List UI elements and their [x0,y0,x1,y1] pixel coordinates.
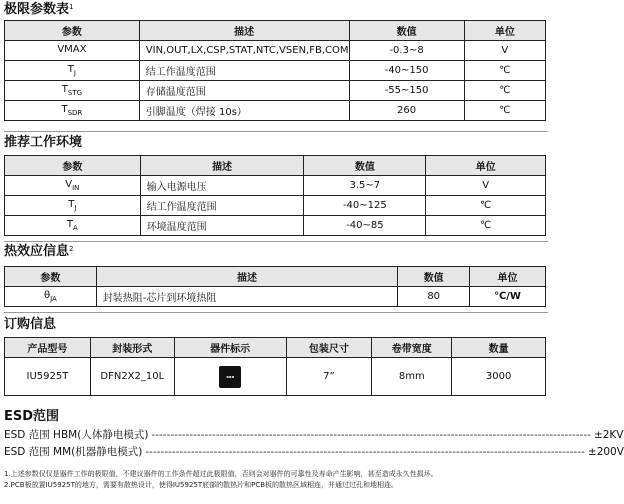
section-divider [4,312,548,313]
table-row [5,196,546,216]
table-row [5,81,546,101]
unit-cell: ℃ [464,101,545,121]
desc-cell: 环境温度范围 [140,216,304,236]
header-tape: 卷带宽度 [372,338,452,358]
table-row [5,101,546,121]
esd-label: ESD 范围 MM(机器静电模式) [4,446,143,458]
table-row [5,287,546,307]
unit-cell: ℃ [426,216,546,236]
thermal-table [4,266,546,307]
package-cell: DFN2X2_10L [90,358,174,396]
esd-mm-line [4,446,624,459]
abs-max-title: 极限参数表$^1$ [4,2,74,17]
header-desc: 描述 [139,21,349,41]
header-desc: 描述 [96,267,397,287]
unit-cell: ℃ [464,61,545,81]
desc-cell: VIN,OUT,LX,CSP,STAT,NTC,VSEN,FB,COM [139,41,349,61]
param-cell: $T_A$ [5,216,141,236]
desc-cell: 封装热阻-芯片到环境热阻 [96,287,397,307]
order-table [4,337,546,396]
param-cell: $T_J$ [5,61,140,81]
param-cell: $T_{SDR}$ [5,101,140,121]
abs-max-table [4,20,546,121]
header-param: 参数 [5,267,97,287]
table-row [5,216,546,236]
value-cell: -40~85 [304,216,426,236]
param-cell: $T_{STG}$ [5,81,140,101]
tape-cell: 8mm [372,358,452,396]
table-row [5,176,546,196]
section-divider [4,131,548,132]
header-unit: 单位 [426,156,546,176]
esd-label: ESD 范围 HBM(人体静电模式) [4,429,149,441]
param-cell: $V_{IN}$ [5,176,141,196]
param-cell: VMAX [5,41,140,61]
table-row [5,41,546,61]
unit-cell: ℃/W [470,287,546,307]
section-divider [4,241,548,242]
header-value: 数值 [398,267,470,287]
table-row [5,61,546,81]
recommended-table [4,155,546,236]
table-row [5,358,546,396]
qty-cell: 3000 [452,358,546,396]
header-value: 数值 [349,21,464,41]
footnote-2: 2.PCB板放置IU5925T的地方，需要有散热设计，使得IU5925T底部的散热片和PCB板的散热区域相连，并通过过孔和地相连。 [4,481,399,489]
param-cell: $\theta_{JA}$ [5,287,97,307]
esd-hbm-line [4,429,624,442]
header-qty: 数量 [452,338,546,358]
header-param: 参数 [5,156,141,176]
desc-cell: 存储温度范围 [139,81,349,101]
header-desc: 描述 [140,156,304,176]
unit-cell: V [426,176,546,196]
order-title: 订购信息 [4,317,57,332]
leader-dots: -------------------------------------------------------------------------------------------------------------------- [145,446,585,458]
footnote-1: 1.上述参数仅仅是器件工作的极限值，不建议器件的工作条件超过此极限值，否则会对器件的可靠性及寿命产生影响，甚至造成永久性损坏。 [4,470,438,478]
leader-dots: -------------------------------------------------------------------------------------------------------------------- [151,429,591,441]
header-part: 产品型号 [5,338,91,358]
value-cell: -40~150 [349,61,464,81]
chip-marking-icon: ▪▪▪ [219,366,241,388]
unit-cell: ℃ [426,196,546,216]
unit-cell: ℃ [464,81,545,101]
reel-cell: 7” [286,358,372,396]
desc-cell: 结工作温度范围 [139,61,349,81]
recommended-title: 推荐工作环境 [4,135,83,150]
value-cell: -55~150 [349,81,464,101]
desc-cell: 输入电源电压 [140,176,304,196]
header-unit: 单位 [470,267,546,287]
marking-cell [174,358,286,396]
desc-cell: 引脚温度（焊接 10s） [139,101,349,121]
esd-title: ESD范围 [4,409,60,424]
header-param: 参数 [5,21,140,41]
header-marking: 器件标示 [174,338,286,358]
desc-cell: 结工作温度范围 [140,196,304,216]
value-cell: 3.5~7 [304,176,426,196]
value-cell: 260 [349,101,464,121]
header-package: 封装形式 [90,338,174,358]
header-reel: 包装尺寸 [286,338,372,358]
value-cell: 80 [398,287,470,307]
thermal-title: 热效应信息$^2$ [4,244,74,259]
value-cell: -0.3~8 [349,41,464,61]
value-cell: -40~125 [304,196,426,216]
header-unit: 单位 [464,21,545,41]
esd-value: ±200V [587,446,624,458]
esd-value: ±2KV [593,429,624,441]
part-cell: IU5925T [5,358,91,396]
unit-cell: V [464,41,545,61]
param-cell: $T_J$ [5,196,141,216]
header-value: 数值 [304,156,426,176]
